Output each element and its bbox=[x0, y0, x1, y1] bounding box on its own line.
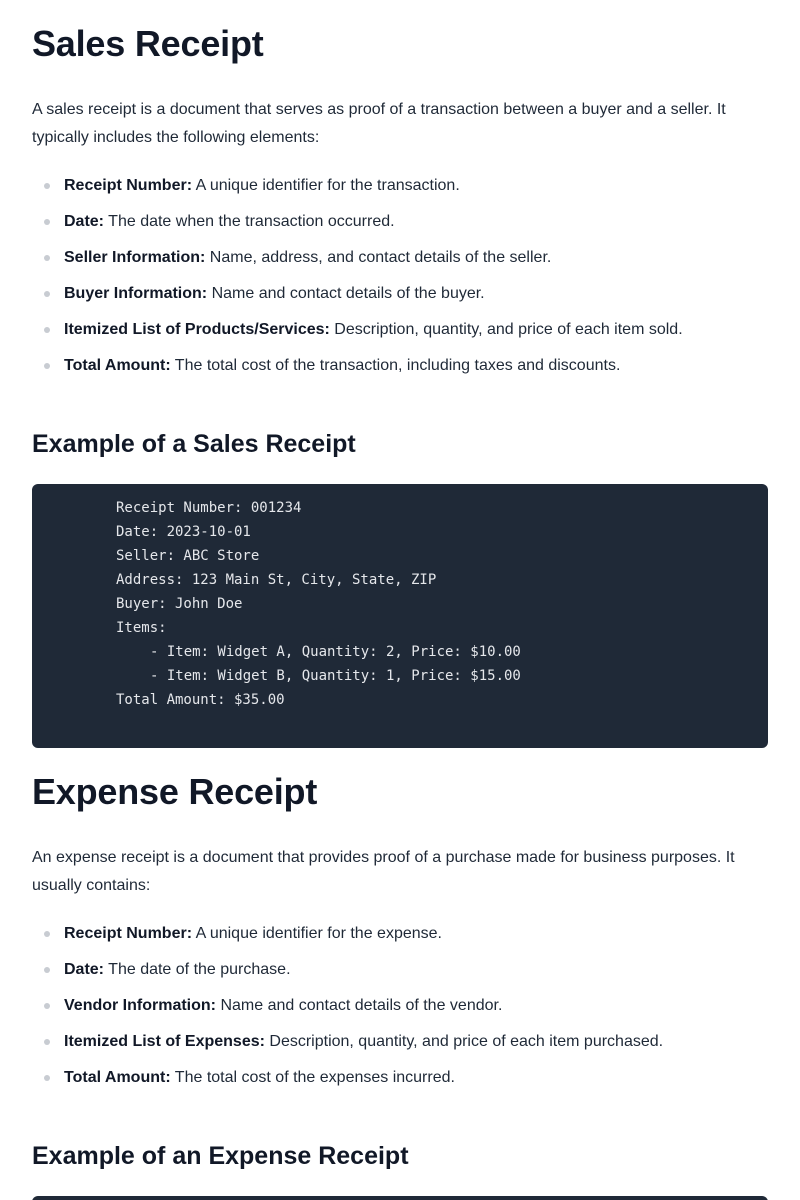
bullet-icon bbox=[44, 931, 50, 937]
list-item-description: The date when the transaction occurred. bbox=[104, 213, 395, 230]
bullet-icon bbox=[44, 291, 50, 297]
sales-example-code-block bbox=[32, 484, 768, 748]
bullet-icon bbox=[44, 183, 50, 189]
list-item-term: Total Amount: bbox=[64, 1069, 171, 1086]
list-item bbox=[32, 276, 768, 312]
list-item bbox=[32, 168, 768, 204]
expense-receipt-elements-list bbox=[32, 916, 768, 1096]
list-item-description: A unique identifier for the expense. bbox=[192, 925, 442, 942]
list-item-term: Date: bbox=[64, 961, 105, 978]
bullet-icon bbox=[44, 219, 50, 225]
list-item-term: Itemized List of Expenses: bbox=[64, 1033, 265, 1050]
bullet-icon bbox=[44, 327, 50, 333]
list-item bbox=[32, 988, 768, 1024]
list-item-term: Total Amount: bbox=[64, 357, 171, 374]
bullet-icon bbox=[44, 1075, 50, 1081]
sales-receipt-heading: Sales Receipt bbox=[32, 23, 264, 64]
list-item bbox=[32, 952, 768, 988]
bullet-icon bbox=[44, 255, 50, 261]
code-line: Address: 123 Main St, City, State, ZIP bbox=[116, 572, 437, 588]
list-item bbox=[32, 916, 768, 952]
list-item bbox=[32, 240, 768, 276]
code-line: Seller: ABC Store bbox=[116, 548, 260, 564]
list-item-description: A unique identifier for the transaction. bbox=[192, 177, 460, 194]
bullet-icon bbox=[44, 1039, 50, 1045]
code-line: Buyer: John Doe bbox=[116, 596, 243, 612]
code-line: Date: 2023-10-01 bbox=[116, 524, 251, 540]
list-item-description: The total cost of the transaction, including taxes and discounts. bbox=[170, 357, 621, 374]
list-item bbox=[32, 312, 768, 348]
list-item-term: Buyer Information: bbox=[64, 285, 208, 302]
expense-example-heading: Example of an Expense Receipt bbox=[32, 1142, 409, 1170]
code-line: Items: bbox=[116, 620, 167, 636]
list-item-description: Description, quantity, and price of each item purchased. bbox=[264, 1033, 664, 1050]
sales-example-heading: Example of a Sales Receipt bbox=[32, 430, 356, 458]
expense-receipt-heading: Expense Receipt bbox=[32, 771, 318, 812]
list-item-term: Seller Information: bbox=[64, 249, 206, 266]
list-item-term: Receipt Number: bbox=[64, 925, 193, 942]
list-item bbox=[32, 1060, 768, 1096]
code-line: - Item: Widget A, Quantity: 2, Price: $10.00 bbox=[150, 644, 521, 660]
code-line: - Item: Widget B, Quantity: 1, Price: $15.00 bbox=[150, 668, 521, 684]
code-line: Total Amount: $35.00 bbox=[116, 692, 285, 708]
list-item-description: Name, address, and contact details of the seller. bbox=[205, 249, 552, 266]
bullet-icon bbox=[44, 363, 50, 369]
list-item-description: Name and contact details of the buyer. bbox=[207, 285, 485, 302]
list-item-description: Name and contact details of the vendor. bbox=[216, 997, 503, 1014]
list-item-term: Receipt Number: bbox=[64, 177, 193, 194]
expense-example-code-block bbox=[32, 1196, 768, 1200]
sales-receipt-intro: A sales receipt is a document that serves as proof of a transaction between a buyer and a seller. It typically includes the following elements: bbox=[32, 101, 726, 146]
list-item-description: The date of the purchase. bbox=[104, 961, 291, 978]
list-item bbox=[32, 1024, 768, 1060]
sales-receipt-elements-list bbox=[32, 168, 768, 384]
code-line: Receipt Number: 001234 bbox=[116, 500, 302, 516]
list-item-description: Description, quantity, and price of each item sold. bbox=[329, 321, 683, 338]
bullet-icon bbox=[44, 1003, 50, 1009]
list-item-description: The total cost of the expenses incurred. bbox=[170, 1069, 455, 1086]
list-item-term: Vendor Information: bbox=[64, 997, 216, 1014]
list-item-term: Itemized List of Products/Services: bbox=[64, 321, 330, 338]
list-item-term: Date: bbox=[64, 213, 105, 230]
bullet-icon bbox=[44, 967, 50, 973]
expense-receipt-intro: An expense receipt is a document that provides proof of a purchase made for business purposes. It usually contains: bbox=[32, 849, 735, 894]
list-item bbox=[32, 204, 768, 240]
list-item bbox=[32, 348, 768, 384]
